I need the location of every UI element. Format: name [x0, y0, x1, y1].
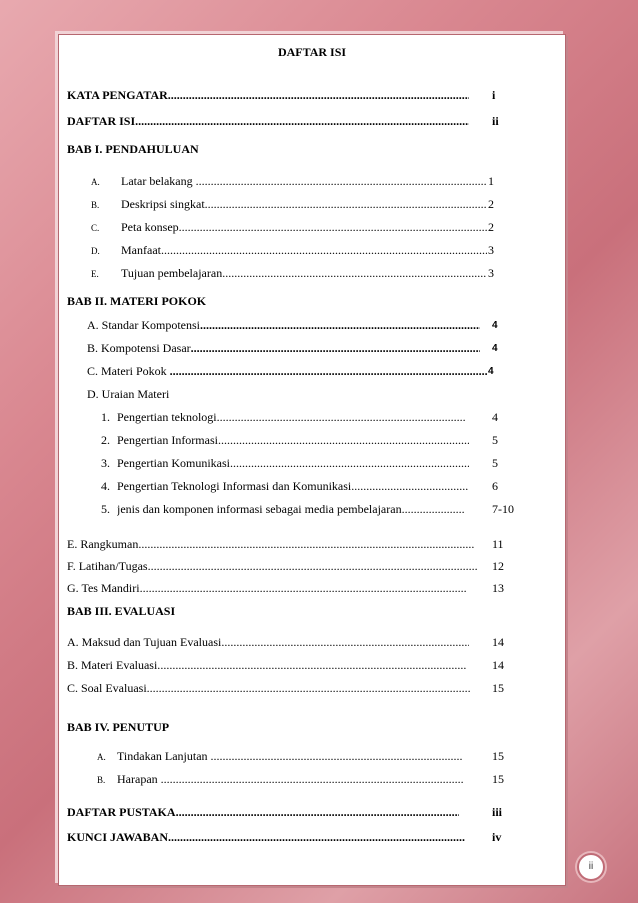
bab2-heading: BAB II. MATERI POKOK	[67, 294, 207, 308]
entry-page: 4	[492, 410, 498, 424]
entry-page: 3	[488, 243, 494, 257]
entry-page: iv	[492, 830, 502, 844]
toc-entry-daftar-pustaka[interactable]	[67, 805, 459, 821]
entry-page: 15	[492, 772, 504, 786]
entry-page: 5	[492, 433, 498, 447]
item-number: 3.	[101, 456, 110, 470]
entry-page: i	[492, 88, 496, 102]
toc-entry-pengertian-tik[interactable]	[117, 479, 469, 495]
toc-entry-daftar-isi[interactable]	[67, 114, 469, 130]
entry-label: Peta konsep	[121, 220, 179, 234]
entry-label: DAFTAR ISI	[67, 114, 136, 128]
item-letter: B.	[97, 775, 106, 785]
entry-label: Manfaat	[121, 243, 161, 257]
entry-label: A. Maksud dan Tujuan Evaluasi	[67, 635, 222, 649]
entry-label: C. Soal Evaluasi	[67, 681, 147, 695]
entry-label: A. Standar Kompotensi	[87, 318, 200, 332]
entry-label: Harapan	[117, 772, 158, 786]
toc-entry-pengertian-informasi[interactable]	[117, 433, 469, 449]
item-letter: A.	[97, 752, 106, 762]
toc-entry-maksud-tujuan[interactable]	[67, 635, 469, 651]
entry-page: 13	[492, 581, 504, 595]
entry-label: E. Rangkuman	[67, 537, 139, 551]
entry-page: 4	[488, 366, 494, 377]
entry-label: Tindakan Lanjutan	[117, 749, 208, 763]
entry-label: KUNCI JAWABAN	[67, 830, 169, 844]
entry-label: jenis dan komponen informasi sebagai media pembelajaran	[117, 502, 402, 516]
toc-entry-peta-konsep[interactable]	[121, 220, 487, 236]
toc-entry-harapan[interactable]	[117, 772, 463, 788]
entry-label: Deskripsi singkat	[121, 197, 205, 211]
entry-page: iii	[492, 805, 503, 819]
entry-page: 2	[488, 220, 494, 234]
entry-page: 15	[492, 749, 504, 763]
entry-label: F. Latihan/Tugas	[67, 559, 148, 573]
entry-label: Tujuan pembelajaran	[121, 266, 223, 280]
item-number: 5.	[101, 502, 110, 516]
toc-entry-soal-evaluasi[interactable]	[67, 681, 471, 697]
item-letter: B.	[91, 200, 100, 210]
toc-entry-jenis-komponen[interactable]	[117, 502, 465, 518]
toc-entry-tujuan-pembelajaran[interactable]	[121, 266, 487, 282]
entry-label: Pengertian teknologi	[117, 410, 217, 424]
entry-label: Pengertian Informasi	[117, 433, 218, 447]
entry-page: 7-10	[492, 502, 514, 516]
entry-label: G. Tes Mandiri	[67, 581, 140, 595]
entry-page: 15	[492, 681, 504, 695]
entry-page: 2	[488, 197, 494, 211]
entry-page: 14	[492, 635, 504, 649]
document-page	[58, 34, 566, 886]
toc-entry-tes-mandiri[interactable]	[67, 581, 467, 597]
item-number: 4.	[101, 479, 110, 493]
toc-entry-deskripsi-singkat[interactable]	[121, 197, 487, 213]
entry-page: 14	[492, 658, 504, 672]
entry-label: B. Kompotensi Dasar	[87, 341, 191, 355]
entry-label: Latar belakang	[121, 174, 193, 188]
toc-entry-rangkuman[interactable]	[67, 537, 475, 553]
toc-entry-tindakan-lanjutan[interactable]	[117, 749, 463, 765]
entry-label: DAFTAR PUSTAKA	[67, 805, 176, 819]
entry-page: 4	[492, 343, 498, 354]
entry-page: 1	[488, 174, 494, 188]
toc-entry-materi-evaluasi[interactable]	[67, 658, 467, 674]
entry-label: Pengertian Teknologi Informasi dan Komunikasi	[117, 479, 352, 493]
toc-entry-kata-pengatar[interactable]	[67, 88, 469, 104]
entry-label: Pengertian Komunikasi	[117, 456, 230, 470]
entry-page: 3	[488, 266, 494, 280]
entry-label: C. Materi Pokok	[87, 364, 167, 378]
entry-label: KATA PENGATAR	[67, 88, 168, 102]
bab1-heading: BAB I. PENDAHULUAN	[67, 142, 199, 156]
item-number: 2.	[101, 433, 110, 447]
toc-entry-manfaat[interactable]	[121, 243, 487, 259]
entry-page: 4	[492, 320, 498, 331]
toc-entry-kunci-jawaban[interactable]	[67, 830, 465, 846]
item-letter: E.	[91, 269, 99, 279]
toc-entry-materi-pokok[interactable]	[87, 364, 487, 380]
toc-entry-latihan-tugas[interactable]	[67, 559, 477, 575]
entry-page: ii	[492, 114, 499, 128]
uraian-materi-heading: D. Uraian Materi	[87, 387, 170, 401]
item-letter: A.	[91, 177, 100, 187]
toc-entry-latar-belakang[interactable]	[121, 174, 487, 190]
entry-page: 6	[492, 479, 498, 493]
toc-entry-pengertian-komunikasi[interactable]	[117, 456, 469, 472]
bab3-heading: BAB III. EVALUASI	[67, 604, 176, 618]
entry-page: 12	[492, 559, 504, 573]
item-number: 1.	[101, 410, 110, 424]
toc-title: DAFTAR ISI	[277, 45, 347, 59]
bab4-heading: BAB IV. PENUTUP	[67, 720, 170, 734]
entry-label: B. Materi Evaluasi.	[67, 658, 161, 672]
page-number-badge: ii	[577, 853, 605, 881]
toc-entry-standar-kompotensi[interactable]	[87, 318, 480, 334]
toc-entry-kompotensi-dasar[interactable]	[87, 341, 480, 357]
toc-entry-pengertian-teknologi[interactable]	[117, 410, 465, 426]
item-letter: D.	[91, 246, 100, 256]
entry-page: 11	[492, 537, 504, 551]
entry-page: 5	[492, 456, 498, 470]
item-letter: C.	[91, 223, 100, 233]
